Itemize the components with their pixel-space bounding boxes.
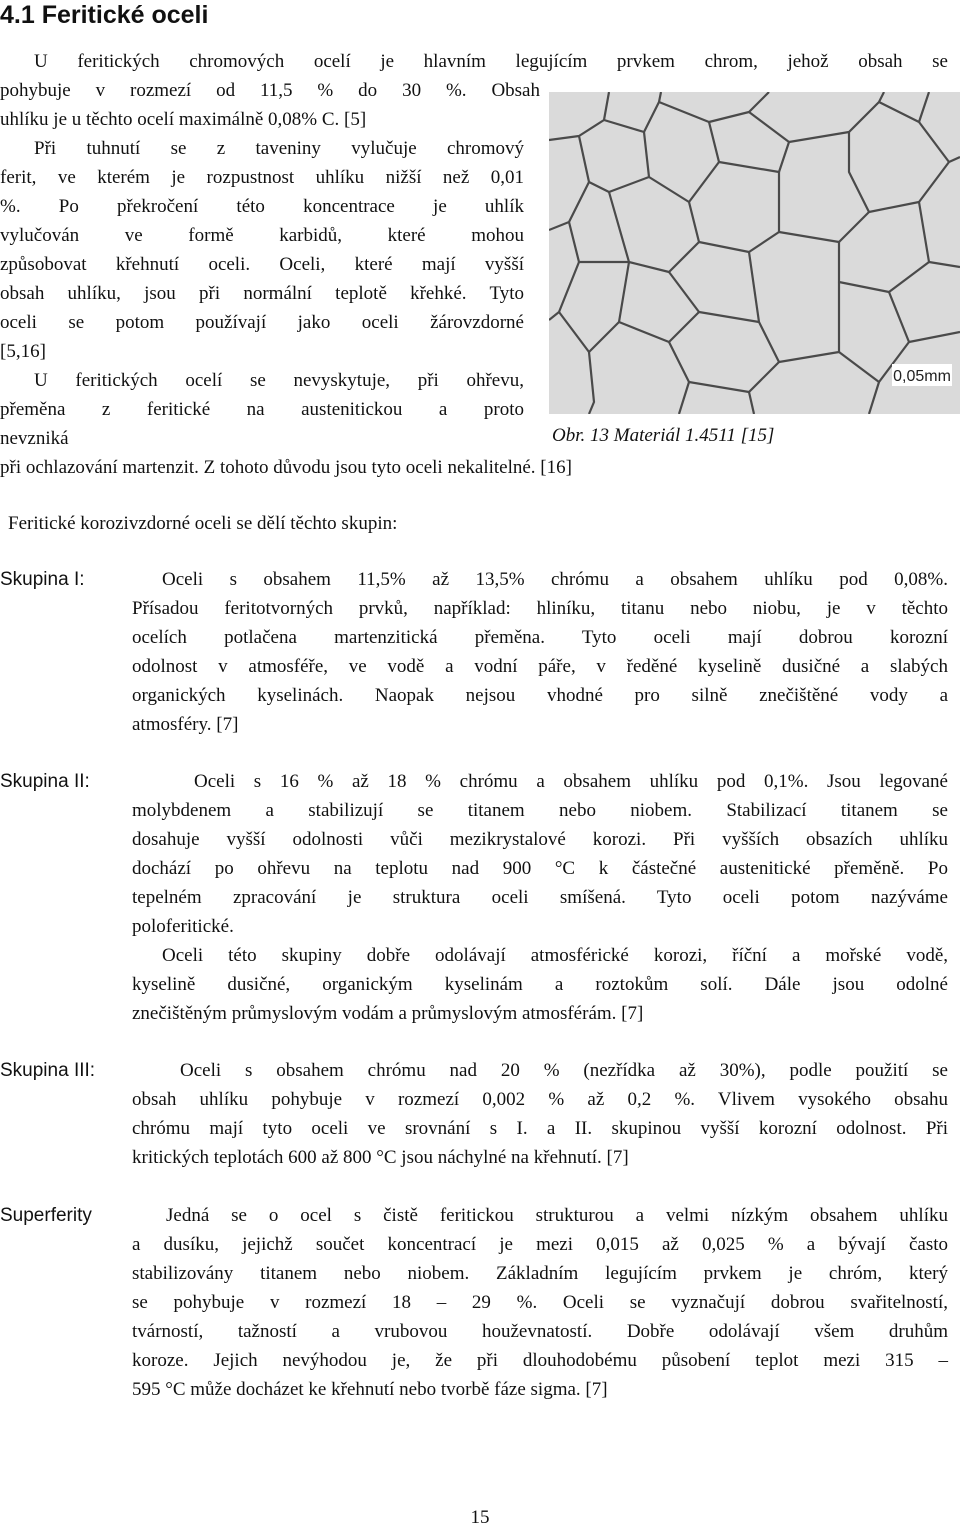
group-line: obsah uhlíku pohybuje v rozmezí 0,002 % až 0,2 %. Vlivem vysokého obsahu [132, 1089, 948, 1110]
intro-line: nevzniká [0, 428, 69, 449]
group-line: Oceli s 16 % až 18 % chrómu a obsahem uhlíku pod 0,1%. Jsou legované [194, 771, 948, 792]
intro-line: U feritických ocelí se nevyskytuje, při ohřevu, [34, 370, 524, 391]
group-line: poloferitické. [132, 916, 234, 937]
group-line: Oceli s obsahem 11,5% až 13,5% chrómu a obsahem uhlíku pod 0,08%. [162, 569, 948, 590]
intro-line: oceli se potom používají jako oceli žárovzdorné [0, 312, 524, 333]
group-line: a dusíku, jejichž součet koncentrací je mezi 0,015 až 0,025 % a bývají často [132, 1234, 948, 1255]
group-line: 595 °C může docházet ke křehnutí nebo tvorbě fáze sigma. [7] [132, 1379, 608, 1400]
group-line: organických kyselinách. Naopak nejsou vhodné pro silně znečištěné vody a [132, 685, 948, 706]
intro-line: Při tuhnutí se z taveniny vylučuje chromový [34, 138, 524, 159]
group-label-skupina-ii: Skupina II: [0, 771, 90, 792]
group-line: dosahuje vyšší odolnosti vůči mezikrystalové korozi. Při vyšších obsazích uhlíku [132, 829, 948, 850]
intro-line: ferit, ve kterém je rozpustnost uhlíku nižší než 0,01 [0, 167, 524, 188]
intro-line: uhlíku je u těchto ocelí maximálně 0,08% C. [5] [0, 109, 367, 130]
micrograph-figure [549, 92, 960, 414]
group-line: dochází po ohřevu na teplotu nad 900 °C k částečné austenitické přeměně. Po [132, 858, 948, 879]
group-line: Jedná se o ocel s čistě feritickou strukturou a velmi nízkým obsahem uhlíku [166, 1205, 948, 1226]
group-line: molybdenem a stabilizují se titanem nebo niobem. Stabilizací titanem se [132, 800, 948, 821]
intro-line: vylučován ve formě karbidů, které mohou [0, 225, 524, 246]
intro-line: %. Po překročení této koncentrace je uhlík [0, 196, 524, 217]
group-label-skupina-iii: Skupina III: [0, 1060, 96, 1081]
figure-caption: Obr. 13 Materiál 1.4511 [15] [552, 425, 775, 446]
intro-line: přeměna z feritické na austenitickou a proto [0, 399, 524, 420]
group-line: stabilizovány titanem nebo niobem. Základním legujícím prvkem je chróm, který [132, 1263, 948, 1284]
intro-line: U feritických chromových ocelí je hlavním legujícím prvkem chrom, jehož obsah se [34, 51, 948, 72]
intro-line: obsah uhlíku, jsou při normální teplotě křehké. Tyto [0, 283, 524, 304]
group-line: chrómu mají tyto oceli ve srovnání s I. a II. skupinou vyšší korozní odolnost. Při [132, 1118, 948, 1139]
groups-intro: Feritické korozivzdorné oceli se dělí těchto skupin: [8, 513, 398, 534]
page-number: 15 [470, 1507, 490, 1528]
scale-label: 0,05mm [893, 368, 951, 385]
group-line: Oceli této skupiny dobře odolávají atmosférické korozi, říční a mořské vodě, [162, 945, 948, 966]
group-line: kritických teplotách 600 až 800 °C jsou náchylné na křehnutí. [7] [132, 1147, 629, 1168]
group-line: kyselině dusičné, organickým kyselinám a roztokům solí. Dále jsou odolné [132, 974, 948, 995]
group-line: Oceli s obsahem chrómu nad 20 % (nezřídka až 30%), podle použití se [180, 1060, 948, 1081]
group-line: se pohybuje v rozmezí 18 – 29 %. Oceli se vyznačují dobrou svařitelností, [132, 1292, 948, 1313]
section-title: 4.1 Feritické oceli [0, 1, 209, 29]
group-line: Přísadou feritotvorných prvků, například: hliníku, titanu nebo niobu, je v těchto [132, 598, 948, 619]
micrograph-image [549, 92, 960, 414]
intro-line: způsobovat křehnutí oceli. Oceli, které mají vyšší [0, 254, 524, 275]
group-line: odolnost v atmosféře, ve vodě a vodní páře, v ředěné kyselině dusičné a slabých [132, 656, 948, 677]
group-line: znečištěným průmyslovým vodám a průmyslovým atmosférám. [7] [132, 1003, 644, 1024]
group-line: tvárností, tažností a vrubovou houževnatostí. Dobře odolávají všem druhům [132, 1321, 948, 1342]
group-line: tepelném zpracování je struktura oceli smíšená. Tyto oceli potom nazýváme [132, 887, 948, 908]
intro-line: pohybuje v rozmezí od 11,5 % do 30 %. Obsah [0, 80, 540, 101]
group-label-superferity: Superferity [0, 1205, 92, 1226]
intro-line: [5,16] [0, 341, 46, 362]
group-line: koroze. Jejich nevýhodou je, že při dlouhodobému působení teplot mezi 315 – [132, 1350, 948, 1371]
group-line: ocelích potlačena martenzitická přeměna. Tyto oceli mají dobrou korozní [132, 627, 948, 648]
group-line: atmosféry. [7] [132, 714, 239, 735]
group-label-skupina-i: Skupina I: [0, 569, 85, 590]
intro-line: při ochlazování martenzit. Z tohoto důvodu jsou tyto oceli nekalitelné. [16] [0, 457, 572, 478]
